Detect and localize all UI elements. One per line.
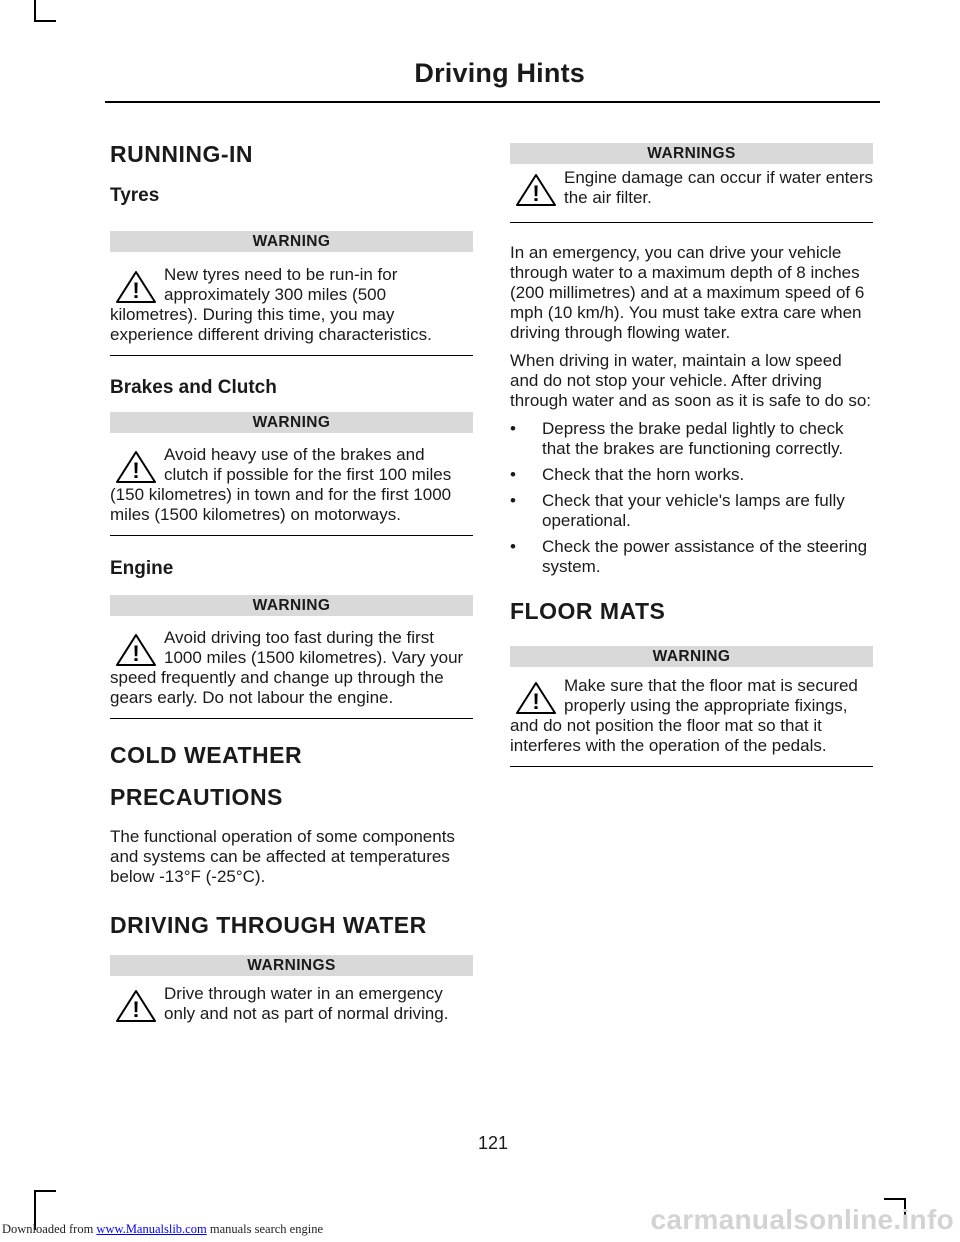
bullet-icon: • bbox=[510, 491, 516, 510]
subheading-tyres: Tyres bbox=[110, 185, 160, 206]
list-item bbox=[510, 491, 873, 531]
water-paragraph-1: In an emergency, you can drive your vehicle through water to a maximum depth of 8 inches (200 millimetres) and at a maximum speed of 6 mph (10 km/h). You must take extra care when driving through flowing water. bbox=[510, 243, 865, 342]
warning-box bbox=[110, 445, 473, 536]
warning-triangle-icon bbox=[114, 449, 158, 485]
list-item-text: Depress the brake pedal lightly to check that the brakes are functioning correctly. bbox=[542, 419, 844, 458]
svg-text:!: ! bbox=[132, 458, 140, 483]
warning-triangle-icon bbox=[514, 680, 558, 716]
warning-box bbox=[110, 984, 473, 1034]
cold-weather-text: The functional operation of some components and systems can be affected at temperatures below -13°F (-25°C). bbox=[110, 827, 455, 886]
right-column bbox=[510, 143, 873, 767]
svg-text:!: ! bbox=[532, 689, 540, 714]
list-item bbox=[510, 537, 873, 577]
footer-prefix: Downloaded from bbox=[2, 1222, 94, 1236]
crop-mark bbox=[34, 0, 36, 22]
warning-triangle-icon bbox=[114, 632, 158, 668]
list-item bbox=[510, 465, 873, 485]
crop-mark bbox=[34, 20, 56, 22]
warning-label: WARNING bbox=[110, 231, 473, 252]
section-heading-running-in: RUNNING-IN bbox=[110, 141, 253, 167]
svg-text:!: ! bbox=[132, 641, 140, 666]
warning-text: Avoid heavy use of the brakes and clutch if possible for the first 100 miles (150 kilometres) in town and for the first 1000 miles (1500 kilometres) on motorways. bbox=[110, 445, 452, 524]
warning-triangle-icon bbox=[514, 172, 558, 208]
section-heading-floor-mats: FLOOR MATS bbox=[510, 598, 666, 624]
warning-text: Engine damage can occur if water enters the air filter. bbox=[564, 168, 874, 207]
crop-mark bbox=[34, 1190, 56, 1192]
warning-label: WARNING bbox=[510, 646, 873, 667]
footer-suffix: manuals search engine bbox=[209, 1222, 323, 1236]
warning-text: Drive through water in an emergency only and not as part of normal driving. bbox=[164, 984, 449, 1023]
svg-text:!: ! bbox=[132, 997, 140, 1022]
page-number: 121 bbox=[478, 1133, 509, 1153]
water-checklist bbox=[510, 419, 873, 577]
warning-label: WARNINGS bbox=[110, 955, 473, 976]
section-heading-cold-weather: COLD WEATHER bbox=[110, 742, 303, 768]
warning-label: WARNINGS bbox=[510, 143, 873, 164]
manualslib-link[interactable]: www.Manualslib.com bbox=[96, 1222, 207, 1236]
watermark: carmanualsonline.info bbox=[650, 1204, 954, 1235]
list-item bbox=[510, 419, 873, 459]
warning-text: Make sure that the floor mat is secured properly using the appropriate fixings, and do not position the floor mat so that it interferes with the operation of the pedals. bbox=[510, 676, 858, 755]
warning-text: Avoid driving too fast during the first 1000 miles (1500 kilometres). Vary your speed frequently and change up through the gears early. Do not labour the engine. bbox=[110, 628, 464, 707]
warning-box bbox=[110, 628, 473, 719]
warning-box bbox=[110, 265, 473, 356]
bullet-icon: • bbox=[510, 465, 516, 484]
svg-text:!: ! bbox=[532, 181, 540, 206]
warning-label: WARNING bbox=[110, 412, 473, 433]
list-item-text: Check that the horn works. bbox=[542, 465, 745, 484]
left-column bbox=[110, 138, 473, 1034]
warning-triangle-icon bbox=[114, 269, 158, 305]
warning-text: New tyres need to be run-in for approximately 300 miles (500 kilometres). During this time, you may experience different driving characteristics. bbox=[110, 265, 432, 344]
header-rule bbox=[105, 101, 880, 103]
warning-triangle-icon bbox=[114, 988, 158, 1024]
svg-text:!: ! bbox=[132, 278, 140, 303]
subheading-brakes-clutch: Brakes and Clutch bbox=[110, 377, 277, 398]
bullet-icon: • bbox=[510, 537, 516, 556]
list-item-text: Check the power assistance of the steering system. bbox=[542, 537, 868, 576]
section-heading-driving-through-water: DRIVING THROUGH WATER bbox=[110, 912, 427, 938]
subheading-engine: Engine bbox=[110, 558, 174, 579]
water-paragraph-2: When driving in water, maintain a low speed and do not stop your vehicle. After driving through water and as soon as it is safe to do so: bbox=[510, 351, 871, 410]
warning-box bbox=[510, 676, 873, 767]
section-heading-cold-weather-line2: PRECAUTIONS bbox=[110, 784, 283, 810]
list-item-text: Check that your vehicle's lamps are fully operational. bbox=[542, 491, 845, 530]
bullet-icon: • bbox=[510, 419, 516, 438]
page-title: Driving Hints bbox=[414, 58, 585, 88]
warning-box bbox=[510, 168, 873, 223]
crop-mark bbox=[884, 1198, 906, 1200]
footer bbox=[2, 1222, 323, 1237]
warning-label: WARNING bbox=[110, 595, 473, 616]
